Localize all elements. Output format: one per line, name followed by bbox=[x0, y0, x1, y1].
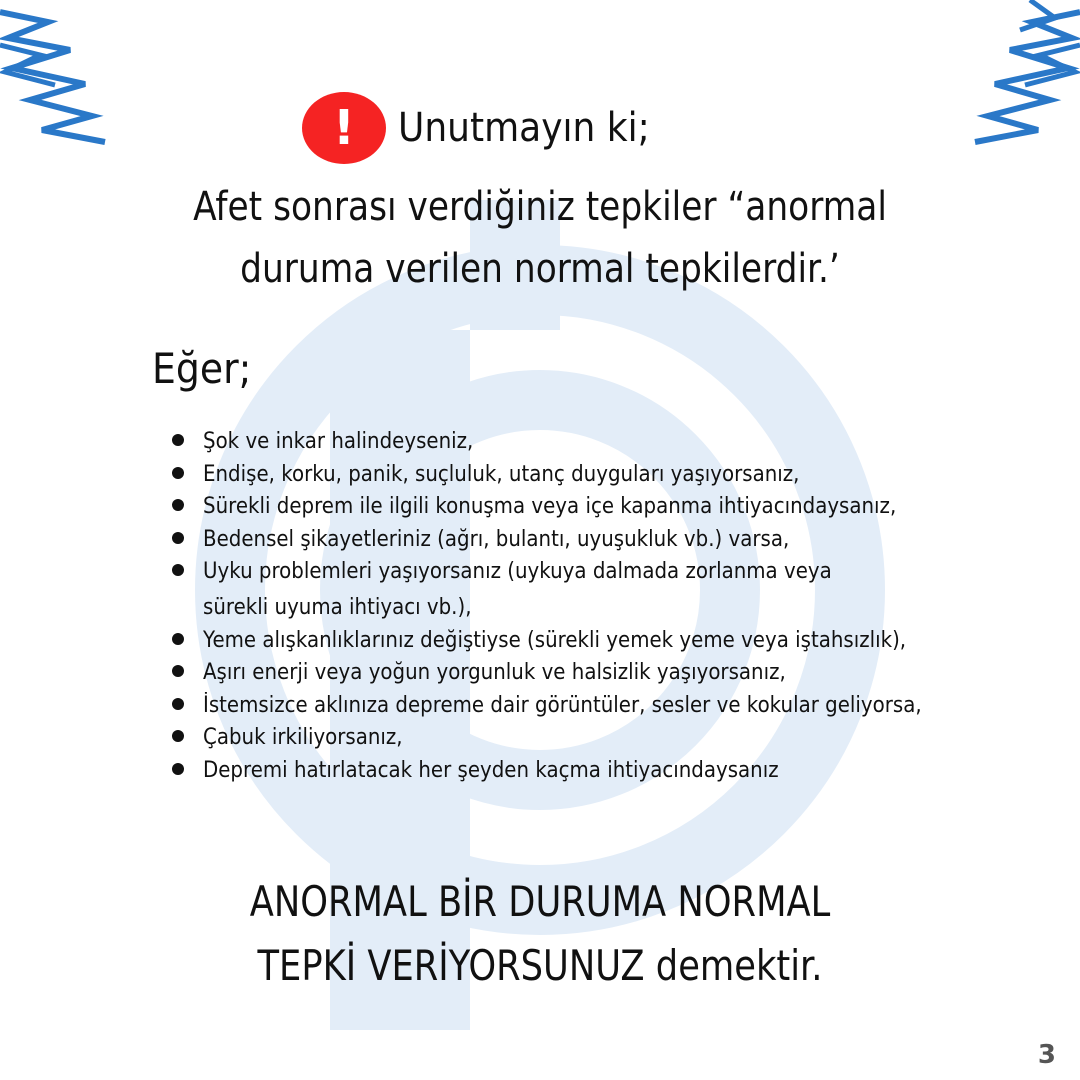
list-item: Sürekli deprem ile ilgili konuşma veya içe kapanma ihtiyacındaysanız, bbox=[168, 491, 1073, 524]
conditions-heading: Eğer; bbox=[152, 344, 252, 393]
intro-line-1: Afet sonrası verdiğiniz tepkiler “anormal bbox=[193, 184, 887, 230]
lightning-decoration-right bbox=[970, 0, 1080, 150]
bullet-icon bbox=[172, 730, 184, 742]
page-number: 3 bbox=[1037, 1040, 1056, 1070]
list-item: Uyku problemleri yaşıyorsanız (uykuya dalmada zorlanma veya sürekli uyuma ihtiyacı vb.), bbox=[168, 556, 1073, 624]
list-item: İstemsizce aklınıza depreme dair görüntüler, sesler ve kokular geliyorsa, bbox=[168, 690, 1073, 723]
bullet-icon bbox=[172, 665, 184, 677]
closing-line-1: ANORMAL BİR DURUMA NORMAL bbox=[249, 877, 831, 926]
list-item: Çabuk irkiliyorsanız, bbox=[168, 722, 1073, 755]
list-item: Aşırı enerji veya yoğun yorgunluk ve halsizlik yaşıyorsanız, bbox=[168, 657, 1073, 690]
bullet-icon bbox=[172, 633, 184, 645]
intro-statement bbox=[76, 176, 1005, 300]
bullet-icon bbox=[172, 698, 184, 710]
lightning-decoration-left bbox=[0, 0, 110, 150]
bullet-icon bbox=[172, 532, 184, 544]
list-item: Şok ve inkar halindeyseniz, bbox=[168, 426, 1073, 459]
alert-title: Unutmayın ki; bbox=[398, 105, 650, 151]
bullet-icon bbox=[172, 499, 184, 511]
alert-header bbox=[302, 92, 678, 164]
intro-line-2: duruma verilen normal tepkilerdir.’ bbox=[240, 246, 840, 292]
bullet-icon bbox=[172, 564, 184, 576]
list-item-continuation: sürekli uyuma ihtiyacı vb.), bbox=[203, 594, 472, 620]
list-item: Depremi hatırlatacak her şeyden kaçma ihtiyacındaysanız bbox=[168, 755, 1073, 788]
closing-statement bbox=[86, 870, 993, 998]
list-item: Endişe, korku, panik, suçluluk, utanç duyguları yaşıyorsanız, bbox=[168, 459, 1073, 492]
list-item: Yeme alışkanlıklarınız değiştiyse (sürekli yemek yeme veya iştahsızlık), bbox=[168, 625, 1073, 658]
list-item: Bedensel şikayetleriniz (ağrı, bulantı, uyuşukluk vb.) varsa, bbox=[168, 524, 1073, 557]
bullet-icon bbox=[172, 467, 184, 479]
closing-line-2: TEPKİ VERİYORSUNUZ demektir. bbox=[257, 941, 823, 990]
conditions-list bbox=[168, 426, 1073, 788]
bullet-icon bbox=[172, 763, 184, 775]
exclamation-icon: ! bbox=[302, 92, 386, 164]
bullet-icon bbox=[172, 434, 184, 446]
